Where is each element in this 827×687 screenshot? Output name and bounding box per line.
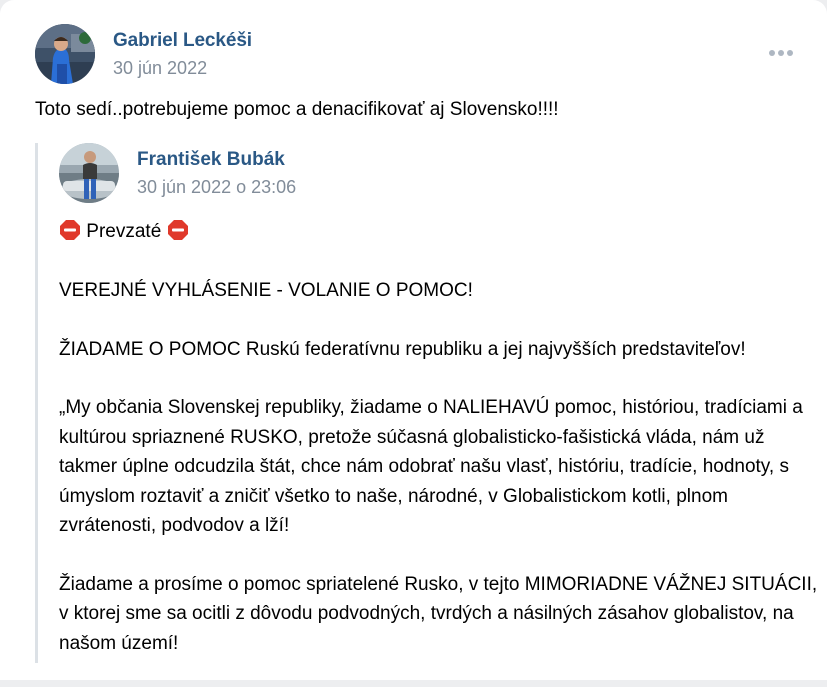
post-date[interactable]: 30 jún 2022 [113, 58, 208, 78]
more-options-button[interactable] [766, 44, 796, 62]
repost-header-line [59, 217, 819, 246]
more-horizontal-icon [766, 44, 796, 62]
repost-paragraph: „My občania Slovenskej republiky, žiadame o NALIEHAVÚ pomoc, históriou, tradíciami a kultúrou spriaznené RUSKO, pretože súčasná globalisticko-fašistická vláda, nám už takmer úplne odcudzila štát, chce nám odobrať našu vlasť, históriu, tradície, hodnoty, s úmyslom roztaviť a zničiť všetko to naše, národné, v Globalistickom kotli, plnom zvrátenosti, podvodov a lží! [59, 397, 803, 537]
repost-author-avatar[interactable] [59, 143, 119, 203]
stop-sign-icon [167, 219, 189, 241]
repost-date[interactable]: 30 jún 2022 o 23:06 [137, 177, 297, 197]
stop-sign-icon [59, 219, 81, 241]
repost-author-name[interactable]: František Bubák [137, 149, 285, 170]
repost-header-label: Prevzaté [86, 221, 162, 242]
author-name[interactable]: Gabriel Leckéši [113, 30, 252, 51]
author-avatar[interactable] [35, 24, 95, 84]
repost-block [35, 143, 818, 663]
repost-paragraph: VEREJNÉ VYHLÁSENIE - VOLANIE O POMOC! [59, 279, 473, 301]
repost-paragraph: ŽIADAME O POMOC Ruskú federatívnu republiku a jej najvyšších predstaviteľov! [59, 338, 746, 360]
repost-paragraph: Žiadame a prosíme o pomoc spriatelené Rusko, v tejto MIMORIADNE VÁŽNEJ SITUÁCII, v ktorej sme sa ocitli z dôvodu podvodných, tvrdých a násilných zásahov globalistov, na našom území! [59, 573, 818, 654]
post-text: Toto sedí..potrebujeme pomoc a denacifikovať aj Slovensko!!!! [35, 99, 559, 120]
repost-body [59, 217, 819, 687]
